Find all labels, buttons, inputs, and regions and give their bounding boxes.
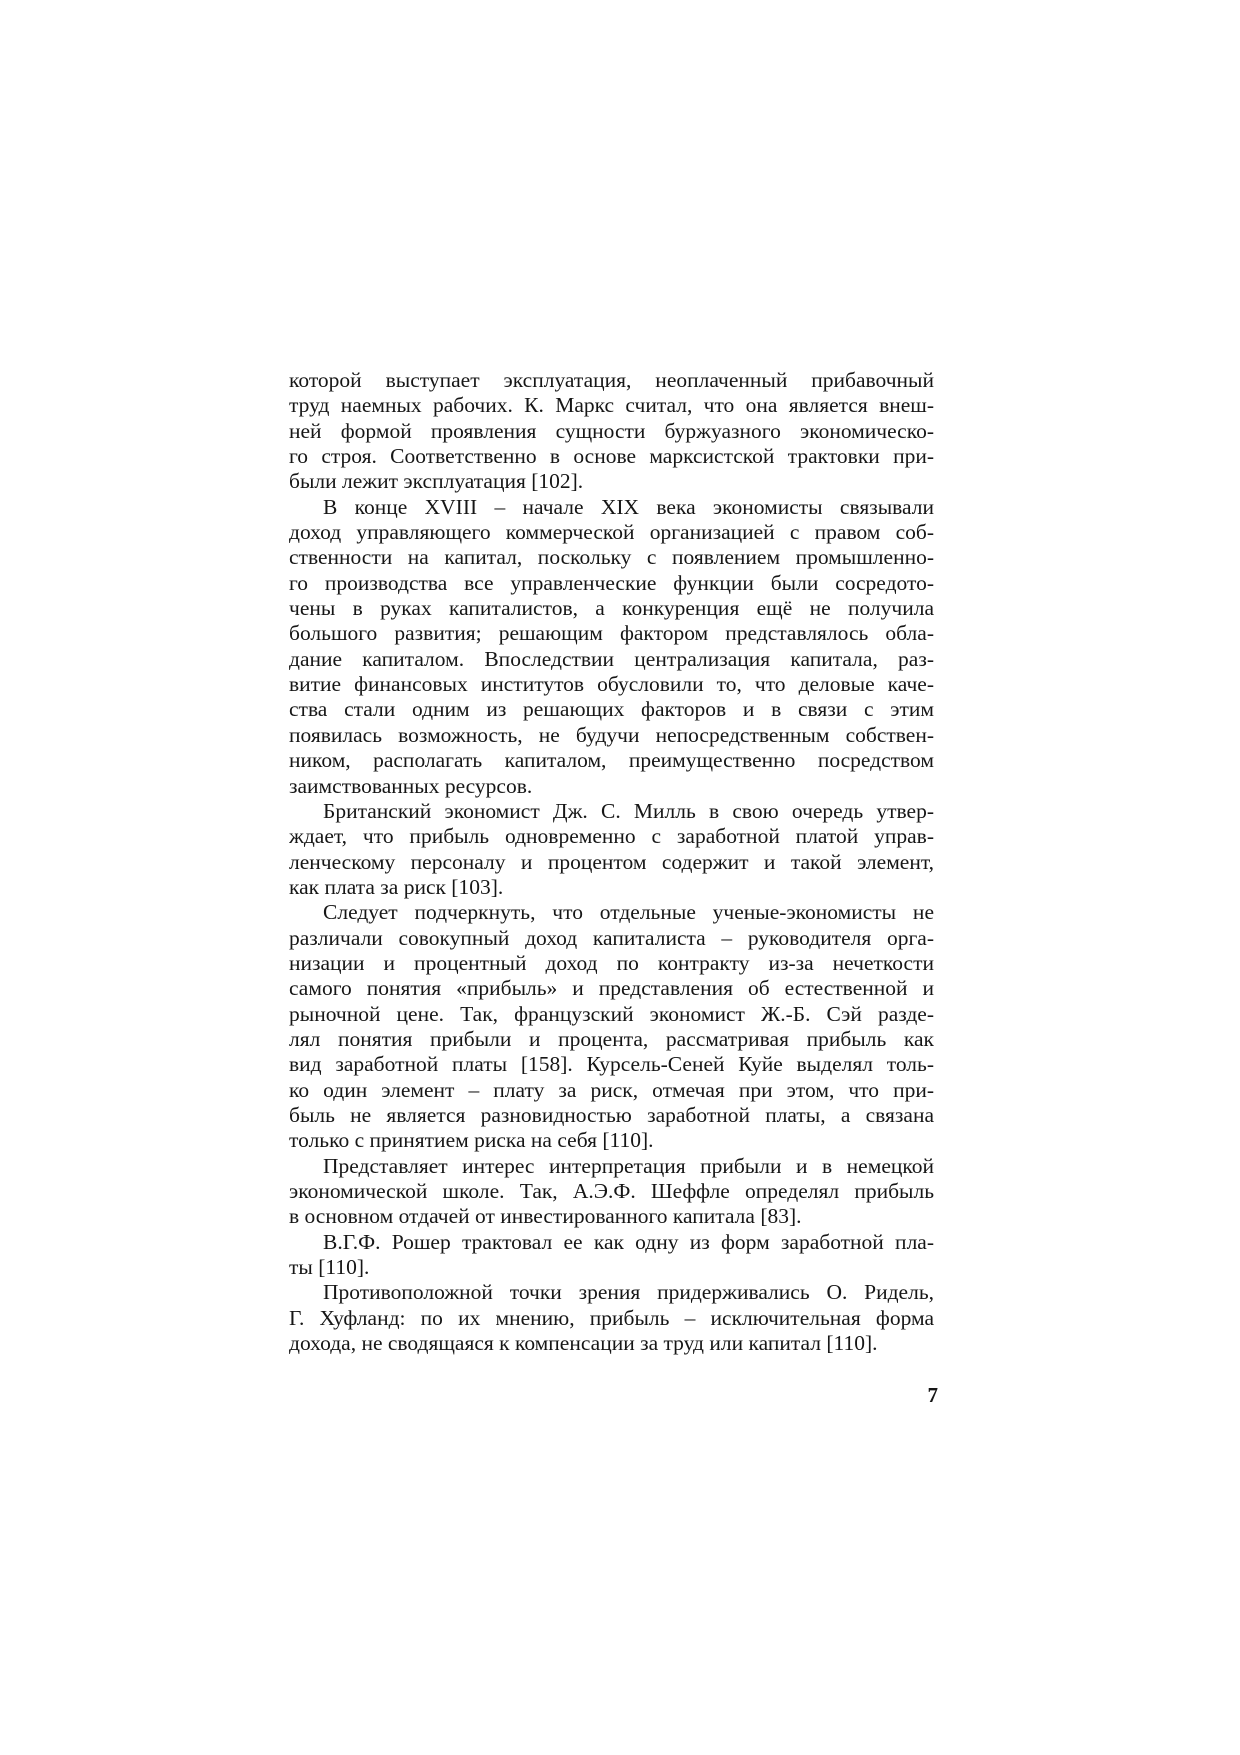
text-line: го производства все управленческие функции были сосредото- [289,570,934,595]
text-line: труд наемных рабочих. К. Маркс считал, что она является внеш- [289,393,934,418]
text-line: ждает, что прибыль одновременно с заработной платой управ- [289,824,934,849]
paragraph [289,368,934,495]
text-line: в основном отдачей от инвестированного капитала [83]. [289,1204,802,1229]
text-line: витие финансовых институтов обусловили то, что деловые каче- [289,672,934,697]
text-line: дание капиталом. Впоследствии централизация капитала, раз- [289,646,934,671]
paragraph [289,900,934,1153]
text-line: Следует подчеркнуть, что отдельные ученые-экономисты не [323,900,934,925]
text-line: рыночной цене. Так, французский экономист Ж.-Б. Сэй разде- [289,1001,934,1026]
text-line: ней формой проявления сущности буржуазного экономическо- [289,418,934,443]
text-line: как плата за риск [103]. [289,874,504,899]
text-line: самого понятия «прибыль» и представления об естественной и [289,976,934,1001]
text-line: ко один элемент – плату за риск, отмечая при этом, что при- [289,1077,934,1102]
text-line: которой выступает эксплуатация, неоплаченный прибавочный [289,368,934,392]
paragraph [289,495,934,799]
text-line: дохода, не сводящаяся к компенсации за труд или капитал [110]. [289,1331,878,1356]
paragraph [289,799,934,900]
text-line: ты [110]. [289,1255,370,1280]
text-line: быль не является разновидностью заработной платы, а связана [289,1102,934,1127]
text-line: Г. Хуфланд: по их мнению, прибыль – исключительная форма [289,1305,934,1330]
text-line: Противоположной точки зрения придерживались О. Ридель, [323,1280,934,1305]
text-line: чены в руках капиталистов, а конкуренция ещё не получила [289,596,934,621]
text-line: большого развития; решающим фактором представлялось обла- [289,621,934,646]
page-number: 7 [927,1383,938,1407]
text-line: лял понятия прибыли и процента, рассматривая прибыль как [289,1026,934,1051]
text-line: были лежит эксплуатация [102]. [289,469,584,494]
paragraph [289,1230,934,1281]
text-line: низации и процентный доход по контракту из-за нечеткости [289,950,934,975]
text-line: доход управляющего коммерческой организацией с правом соб- [289,520,934,545]
text-line: го строя. Соответственно в основе марксистской трактовки при- [289,444,934,469]
text-line: вид заработной платы [158]. Курсель-Сеней Куйе выделял толь- [289,1052,934,1077]
text-line: ственности на капитал, поскольку с появлением промышленно- [289,545,934,570]
text-line: различали совокупный доход капиталиста – руководителя орга- [289,925,934,950]
text-line: ленческому персоналу и процентом содержит и такой элемент, [289,849,934,874]
paragraph [289,1154,934,1230]
text-line: экономической школе. Так, А.Э.Ф. Шеффле определял прибыль [289,1179,934,1203]
text-line: только с принятием риска на себя [110]. [289,1128,654,1153]
text-line: Британский экономист Дж. С. Милль в свою очередь утвер- [323,798,934,823]
text-line: ства стали одним из решающих факторов и в связи с этим [289,697,934,722]
text-line: ником, располагать капиталом, преимущественно посредством [289,748,934,773]
text-line: появилась возможность, не будучи непосредственным собствен- [289,722,934,747]
body-text [289,368,934,1356]
text-line: В.Г.Ф. Рошер трактовал ее как одну из форм заработной пла- [323,1229,934,1254]
paragraph [289,1280,934,1356]
text-line: В конце XVIII – начале XIX века экономисты связывали [323,494,934,519]
text-line: заимствованных ресурсов. [289,773,533,798]
text-line: Представляет интерес интерпретация прибыли и в немецкой [323,1153,934,1178]
